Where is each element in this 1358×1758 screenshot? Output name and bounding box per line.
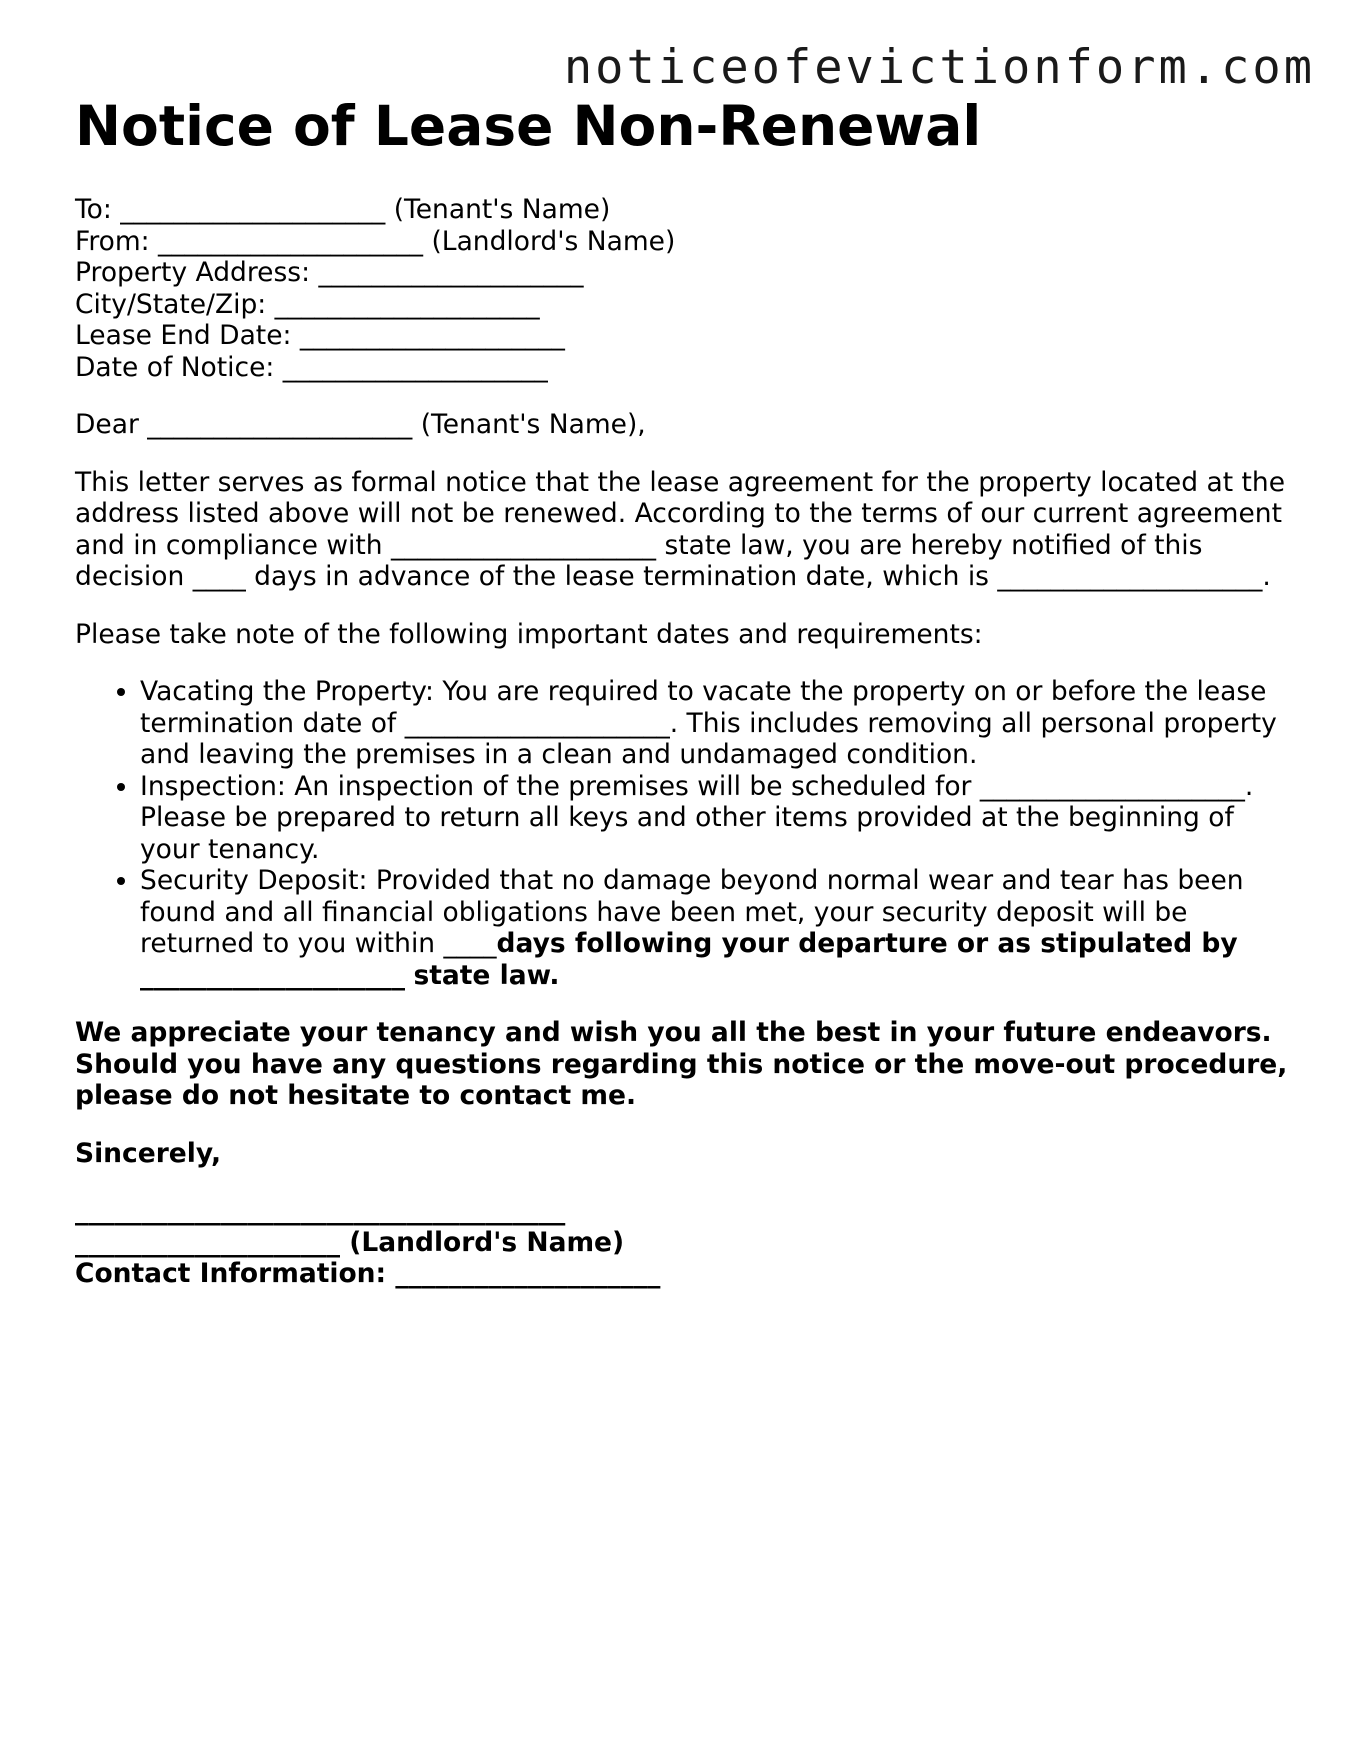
signature-block — [75, 1195, 1290, 1290]
vacating-text-1: Vacating the Property: You are required to vacate the property on or before the lease termination date of — [140, 676, 1267, 739]
requirements-intro: Please take note of the following important dates and requirements: — [75, 618, 983, 650]
contact-info-label: Contact Information: — [75, 1258, 387, 1289]
list-item-vacating — [140, 676, 1290, 771]
deposit-days-blank: ____ — [443, 928, 497, 959]
deposit-bold-text-1: days following your departure or as stipulated by — [496, 928, 1238, 959]
inspection-text-1: Inspection: An inspection of the premises will be scheduled for — [140, 770, 972, 802]
contact-info-line — [75, 1258, 1290, 1290]
signature-line: _____________________________________ — [75, 1195, 566, 1226]
notice-paragraph — [75, 467, 1290, 593]
list-item-inspection — [140, 771, 1290, 866]
city-state-zip-line — [75, 289, 1290, 321]
landlord-name-blank: ____________________ — [158, 225, 424, 257]
city-state-zip-label: City/State/Zip: — [75, 288, 267, 320]
closing-paragraph: We appreciate your tenancy and wish you all the best in your future endeavors. Should you have any questions regarding this notice or the move-out procedure, please do not hesitate to contact me. — [75, 1017, 1288, 1111]
to-line — [75, 194, 1290, 226]
city-state-zip-blank: ____________________ — [274, 288, 540, 320]
paragraph-text-3: days in advance of the lease termination date, which is — [254, 561, 989, 592]
tenant-name-blank: ____________________ — [120, 194, 386, 225]
notice-date-blank: ____________________ — [282, 351, 548, 383]
requirements-list — [75, 676, 1290, 991]
header-fields — [75, 194, 1290, 383]
property-address-blank: ____________________ — [318, 257, 584, 288]
paragraph-end: . — [1262, 561, 1271, 592]
from-line — [75, 226, 1290, 258]
state-law-blank: ____________________ — [391, 529, 656, 561]
greeting-suffix: (Tenant's Name), — [420, 409, 646, 440]
list-item-security-deposit — [140, 865, 1290, 991]
to-label: To: — [75, 194, 112, 225]
inspection-date-blank: ____________________ — [979, 770, 1245, 802]
termination-date-blank: ____________________ — [997, 561, 1263, 592]
site-watermark: noticeofevictionform.com — [563, 40, 1315, 95]
property-address-line — [75, 257, 1290, 289]
from-suffix: (Landlord's Name) — [431, 225, 676, 257]
lease-end-date-line — [75, 320, 1290, 352]
paragraph-text-1: This letter serves as formal notice that the lease agreement for the property located at the address listed above will not be renewed. According to the terms of our current agreement and in compliance with — [75, 466, 1286, 561]
notice-date-line — [75, 352, 1290, 384]
deposit-state-blank: ____________________ — [140, 959, 405, 991]
to-suffix: (Tenant's Name) — [393, 194, 611, 225]
sign-off: Sincerely, — [75, 1137, 222, 1169]
from-label: From: — [75, 225, 150, 257]
days-notice-blank: ____ — [192, 561, 246, 592]
landlord-name-line — [75, 1227, 1290, 1259]
paragraph-text-2: state law, you are hereby notified of this decision — [75, 529, 1203, 592]
property-address-label: Property Address: — [75, 257, 311, 288]
greeting — [75, 409, 1290, 441]
vacate-date-blank: ____________________ — [404, 707, 670, 739]
greeting-dear: Dear — [75, 409, 139, 440]
lease-end-date-blank: ____________________ — [299, 320, 565, 351]
landlord-name-suffix: (Landlord's Name) — [349, 1226, 625, 1258]
contact-info-blank: ____________________ — [395, 1258, 661, 1289]
notice-body — [75, 194, 1290, 1290]
notice-date-label: Date of Notice: — [75, 351, 275, 383]
landlord-signature-name-blank: ____________________ — [75, 1226, 340, 1258]
inspection-text-2: . Please be prepared to return all keys and other items provided at the beginning of your tenancy. — [140, 770, 1254, 865]
greeting-tenant-blank: ____________________ — [147, 409, 413, 440]
page-title: Notice of Lease Non-Renewal — [75, 94, 982, 158]
deposit-text-1: Security Deposit: Provided that no damage beyond normal wear and tear has been found and all financial obligations have been met, your security deposit will be returned to you within — [140, 865, 1244, 959]
vacating-text-2: . This includes removing all personal property and leaving the premises in a clean and undamaged condition. — [140, 707, 1277, 770]
deposit-bold-text-2: state law. — [413, 959, 560, 991]
lease-end-date-label: Lease End Date: — [75, 320, 292, 351]
